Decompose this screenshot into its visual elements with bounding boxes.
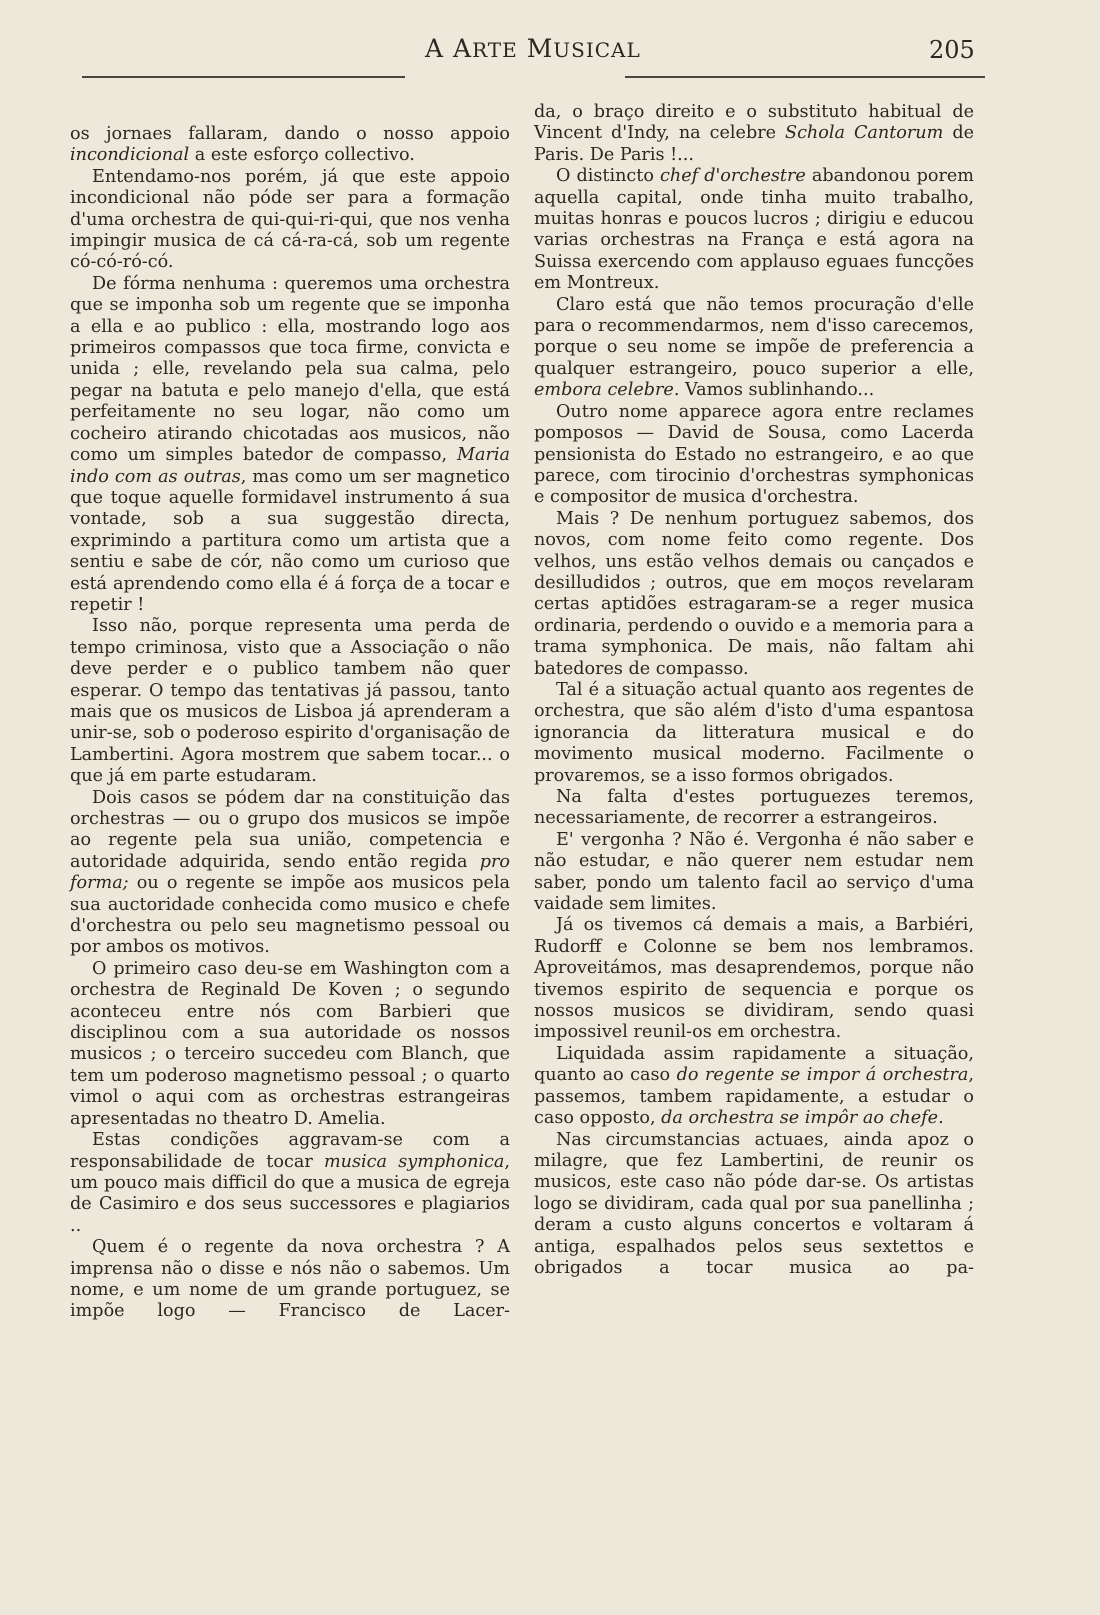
paragraph-text: Quem é o regente da nova orchestra ? A imprensa não o disse e nós não o sabemos. Um nome, e um nome de um grande portuguez, se impõe logo — Francisco de Lacer-	[70, 1237, 510, 1322]
paragraph-text: De fórma nenhuma : queremos uma orchestra que se imponha sob um regente que se imponha a ella e ao publico : ella, mostrando logo aos primeiros compassos que toca firme, convicta e unida ; elle, revelando pela sua calma, pelo pegar na batuta e pelo manejo d'ella, que está perfeitamente no seu logar, não como um cocheiro atirando chicotadas aos musicos, não como um simples batedor de compasso,	[70, 273, 510, 466]
italic-phrase: da orchestra se impôr ao chefe	[661, 1108, 939, 1129]
header-title-musical-cap: M	[526, 34, 554, 63]
paragraph	[534, 509, 974, 680]
paragraph	[534, 830, 974, 916]
paragraph-text: Já os tivemos cá demais a mais, a Barbiéri, Rudorff e Colonne se bem nos lembramos. Aproveitámos, mas desaprendemos, porque não tivemos espirito de sequencia e porque os nossos musicos se dividiram, sendo quasi impossivel reunil-os em orchestra.	[534, 915, 974, 1043]
header-title-arte-rest: RTE	[472, 38, 518, 62]
paragraph	[70, 167, 510, 274]
header-rule-right	[625, 76, 985, 78]
paragraph	[70, 788, 510, 959]
italic-phrase: chef d'orchestre	[660, 166, 806, 187]
paragraph-text: Dois casos se pódem dar na constituição das orchestras — ou o grupo dos musicos se impõe ao regente pela sua união, competencia e autoridade adquirida, sendo então regida	[70, 787, 510, 872]
paragraph-text: .	[938, 1108, 944, 1129]
paragraph-text: Outro nome apparece agora entre reclames pomposos — David de Sousa, como Lacerda pensionista do Estado no estrangeiro, e ao que parece, com tirocinio d'orchestras symphonicas e compositor de musica d'orchestra.	[534, 401, 974, 508]
italic-phrase: pro forma;	[70, 851, 510, 894]
paragraph-text: abandonou porem aquella capital, onde tinha muito trabalho, muitas honras e poucos lucros ; dirigiu e educou varias orchestras na França e está agora na Suissa exercendo com applauso eguaes funcções em Montreux.	[534, 166, 974, 294]
paragraph	[534, 295, 974, 402]
paragraph	[70, 959, 510, 1130]
paragraph	[70, 616, 510, 787]
paragraph-text: , mas como um ser magnetico que toque aquelle formidavel instrumento á sua vontade, sob a sua suggestão directa, exprimindo a partitura como um artista que a sentiu e sabe de cór, não como um curioso que está aprendendo como ella é á força de a tocar e repetir !	[70, 466, 510, 615]
paragraph-text: Liquidada assim rapidamente a situação, quanto ao caso	[534, 1043, 974, 1086]
paragraph	[534, 102, 974, 166]
left-column	[70, 124, 510, 1323]
paragraph-text: O distincto	[556, 166, 661, 187]
running-header-title	[425, 34, 641, 63]
paragraph	[534, 787, 974, 830]
italic-phrase: embora celebre	[534, 380, 674, 401]
paragraph-text: , passemos, tambem rapidamente, a estudar o caso opposto,	[534, 1065, 974, 1129]
paragraph	[70, 1237, 510, 1323]
right-column	[534, 102, 974, 1279]
paragraph	[534, 1130, 974, 1280]
header-title-a: A	[425, 34, 445, 63]
paragraph	[534, 402, 974, 509]
italic-phrase: incondicional	[70, 145, 190, 166]
header-rule-left	[82, 76, 405, 78]
paragraph-text: , um pouco mais difficil do que a musica de egreja de Casimiro e dos seus successores e plagiarios ..	[70, 1151, 510, 1236]
paragraph-text: da, o braço direito e o substituto habitual de Vincent d'Indy, na celebre	[534, 102, 974, 144]
italic-phrase: musica symphonica	[323, 1151, 505, 1172]
paragraph	[534, 1044, 974, 1130]
paragraph	[70, 274, 510, 617]
paragraph-text: Nas circumstancias actuaes, ainda apoz o milagre, que fez Lambertini, de reunir os musicos, este caso não póde dar-se. Os artistas logo se dividiram, cada qual por sua panellinha ; deram a custo alguns concertos e voltaram á antiga, espalhados pelos seus sextettos e obrigados a tocar musica ao pa-	[534, 1129, 974, 1278]
paragraph-text: de Paris. De Paris !...	[534, 123, 974, 165]
paragraph-text: Isso não, porque representa uma perda de tempo criminosa, visto que a Associação o não deve perder e o publico tambem não quer esperar. O tempo das tentativas já passou, tanto mais que os musicos de Lisboa já aprenderam a unir-se, sob o poderoso espirito d'organisação de Lambertini. Agora mostrem que sabem tocar... o que já em parte estudaram.	[70, 616, 510, 787]
paragraph	[70, 124, 510, 167]
paragraph	[534, 915, 974, 1043]
paragraph-text: E' vergonha ? Não é. Vergonha é não saber e não estudar, e não querer nem estudar nem saber, pondo um talento facil ao serviço d'uma vaidade sem limites.	[534, 829, 974, 915]
header-title-arte-cap: A	[453, 34, 473, 63]
paragraph	[70, 1130, 510, 1237]
paragraph	[534, 680, 974, 787]
italic-phrase: Schola Cantorum	[785, 123, 944, 144]
paragraph-text: Na falta d'estes portuguezes teremos, necessariamente, de recorrer a estrangeiros.	[534, 787, 974, 829]
paragraph-text: a este esforço collectivo.	[189, 145, 415, 166]
paragraph-text: Tal é a situação actual quanto aos regentes de orchestra, que são além d'isto d'uma espantosa ignorancia da litteratura musical e do movimento musical moderno. Facilmente o provaremos, se a isso formos obrigados.	[534, 679, 974, 786]
paragraph-text: Mais ? De nenhum portuguez sabemos, dos novos, com nome feito como regente. Dos velhos, uns estão velhos demais ou cançados e desilludidos ; outros, que em moços revelaram certas aptidões estragaram-se a reger musica ordinaria, perdendo o ouvido e a memoria para a trama symphonica. De mais, não faltam ahi batedores de compasso.	[534, 508, 974, 679]
paragraph-text: . Vamos sublinhando...	[673, 380, 875, 401]
header-title-musical-rest: USICAL	[553, 38, 641, 62]
paragraph-text: O primeiro caso deu-se em Washington com a orchestra de Reginald De Koven ; o segundo aconteceu entre nós com Barbieri que disciplinou com a sua autoridade os nossos musicos ; o terceiro succedeu com Blanch, que tem um poderoso magnetismo pessoal ; o quarto vimol o aqui com as orchestras estrangeiras apresentadas no theatro D. Amelia.	[70, 958, 510, 1129]
italic-phrase: do regente se impor á orchestra	[676, 1065, 969, 1086]
paragraph-text: os jornaes fallaram, dando o nosso appoio	[70, 124, 510, 144]
paragraph-text: Claro está que não temos procuração d'elle para o recommendarmos, nem d'isso carecemos, porque o seu nome se impõe de preferencia a qualquer estrangeiro, pouco superior a elle,	[534, 294, 974, 379]
paragraph-text: ou o regente se impõe aos musicos pela sua auctoridade conhecida como musico e chefe d'orchestra ou pelo seu magnetismo pessoal ou por ambos os motivos.	[70, 873, 510, 958]
paragraph-text: Entendamo-nos porém, já que este appoio incondicional não póde ser para a formação d'uma orchestra de qui-qui-ri-qui, que nos venha impingir musica de cá cá-ra-cá, sob um regente có-có-ró-có.	[70, 166, 510, 273]
paragraph	[534, 166, 974, 294]
paragraph-text: Estas condições aggravam-se com a responsabilidade de tocar	[70, 1130, 510, 1172]
page-number: 205	[929, 36, 975, 64]
italic-phrase: Maria indo com as outras	[70, 445, 510, 487]
